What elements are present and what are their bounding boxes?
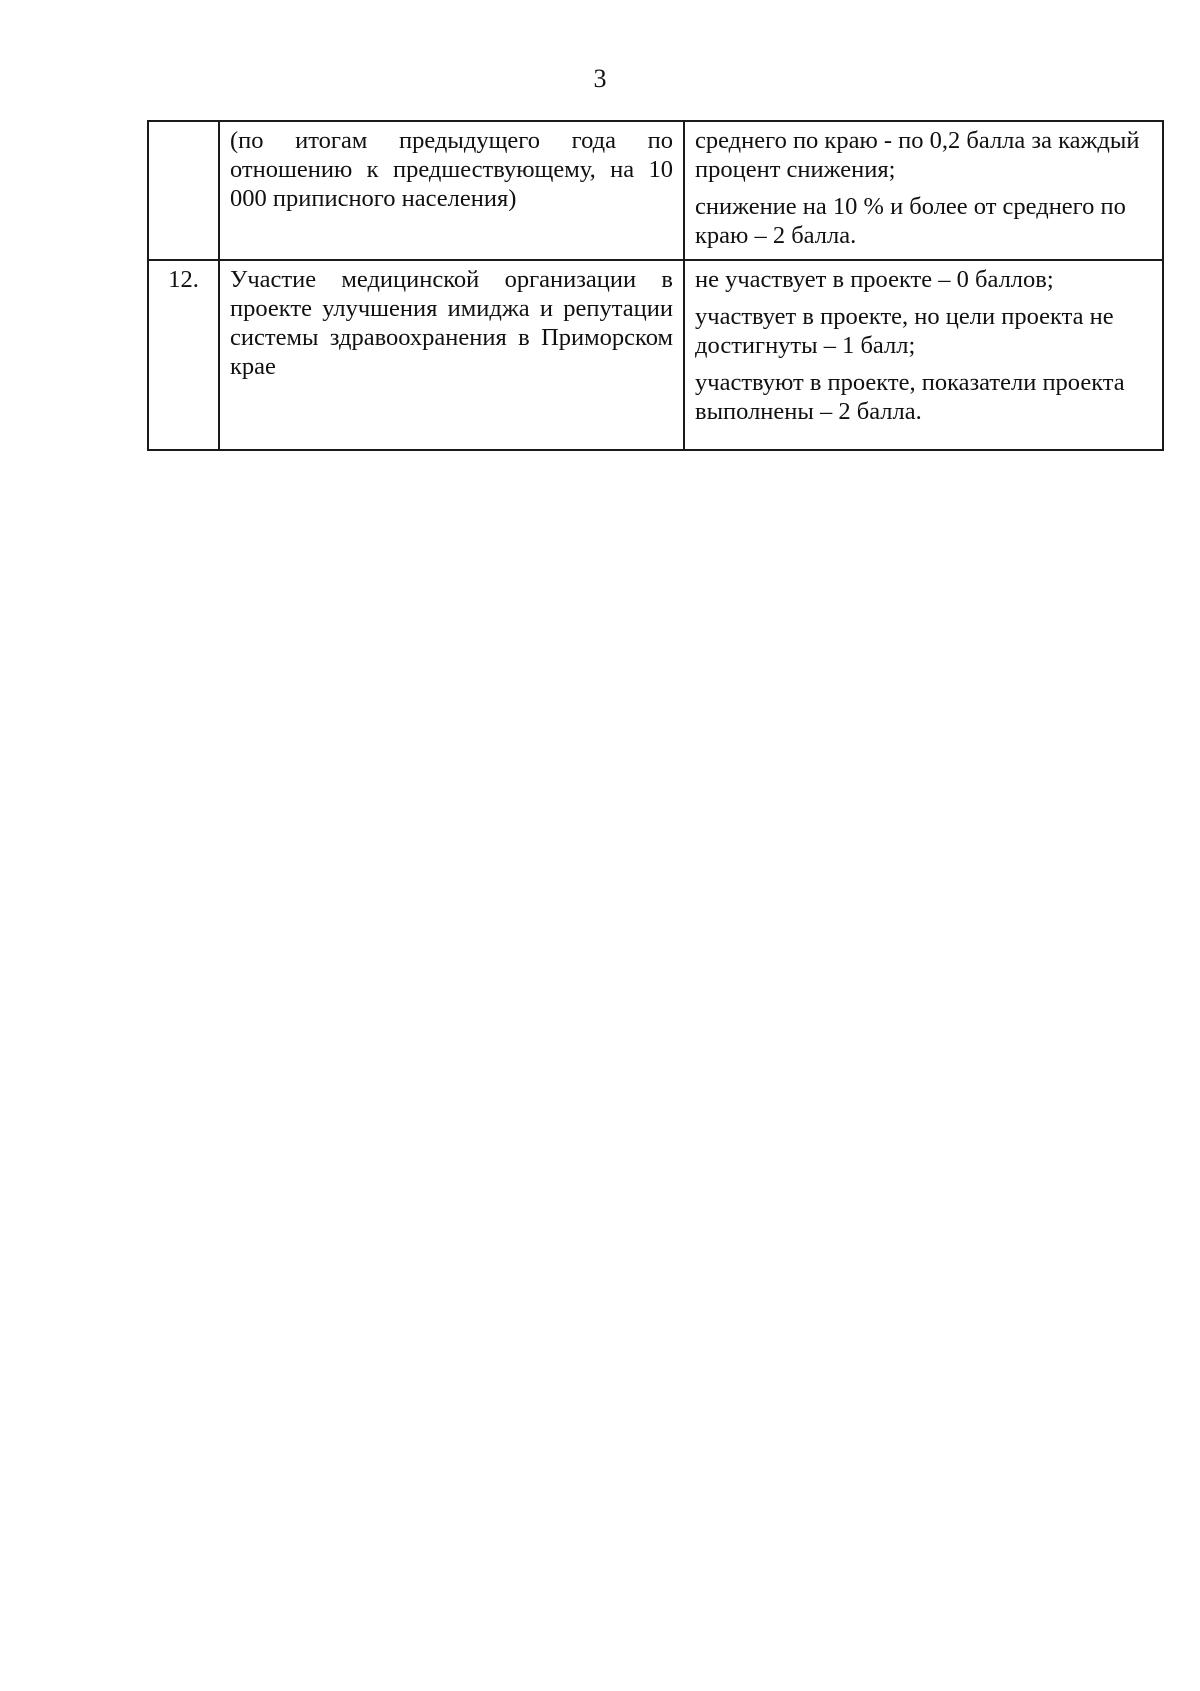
scoring-criteria-cell [684,260,1163,450]
row-number-cell [148,121,219,260]
indicator-name-cell: (по итогам предыдущего года по отношению к предшествующему, на 10 000 приписного населения) [219,121,684,260]
criterion-item: не участвует в проекте – 0 баллов; [695,266,1054,293]
indicator-name-cell: Участие медицинской организации в проекте улучшения имиджа и репутации системы здравоохранения в Приморском крае [219,260,684,450]
criterion-item: участвуют в проекте, показатели проекта выполнены – 2 балла. [695,369,1125,425]
criterion-item: снижение на 10 % и более от среднего по краю – 2 балла. [695,193,1126,249]
criterion-item: участвует в проекте, но цели проекта не достигнуты – 1 балл; [695,303,1114,359]
criteria-table [147,120,1164,451]
table-row [148,260,1163,450]
row-number-cell: 12. [148,260,219,450]
scoring-criteria-cell [684,121,1163,260]
criterion-item: среднего по краю - по 0,2 балла за каждый процент снижения; [695,127,1140,183]
page-number: 3 [593,64,607,93]
table-row [148,121,1163,260]
